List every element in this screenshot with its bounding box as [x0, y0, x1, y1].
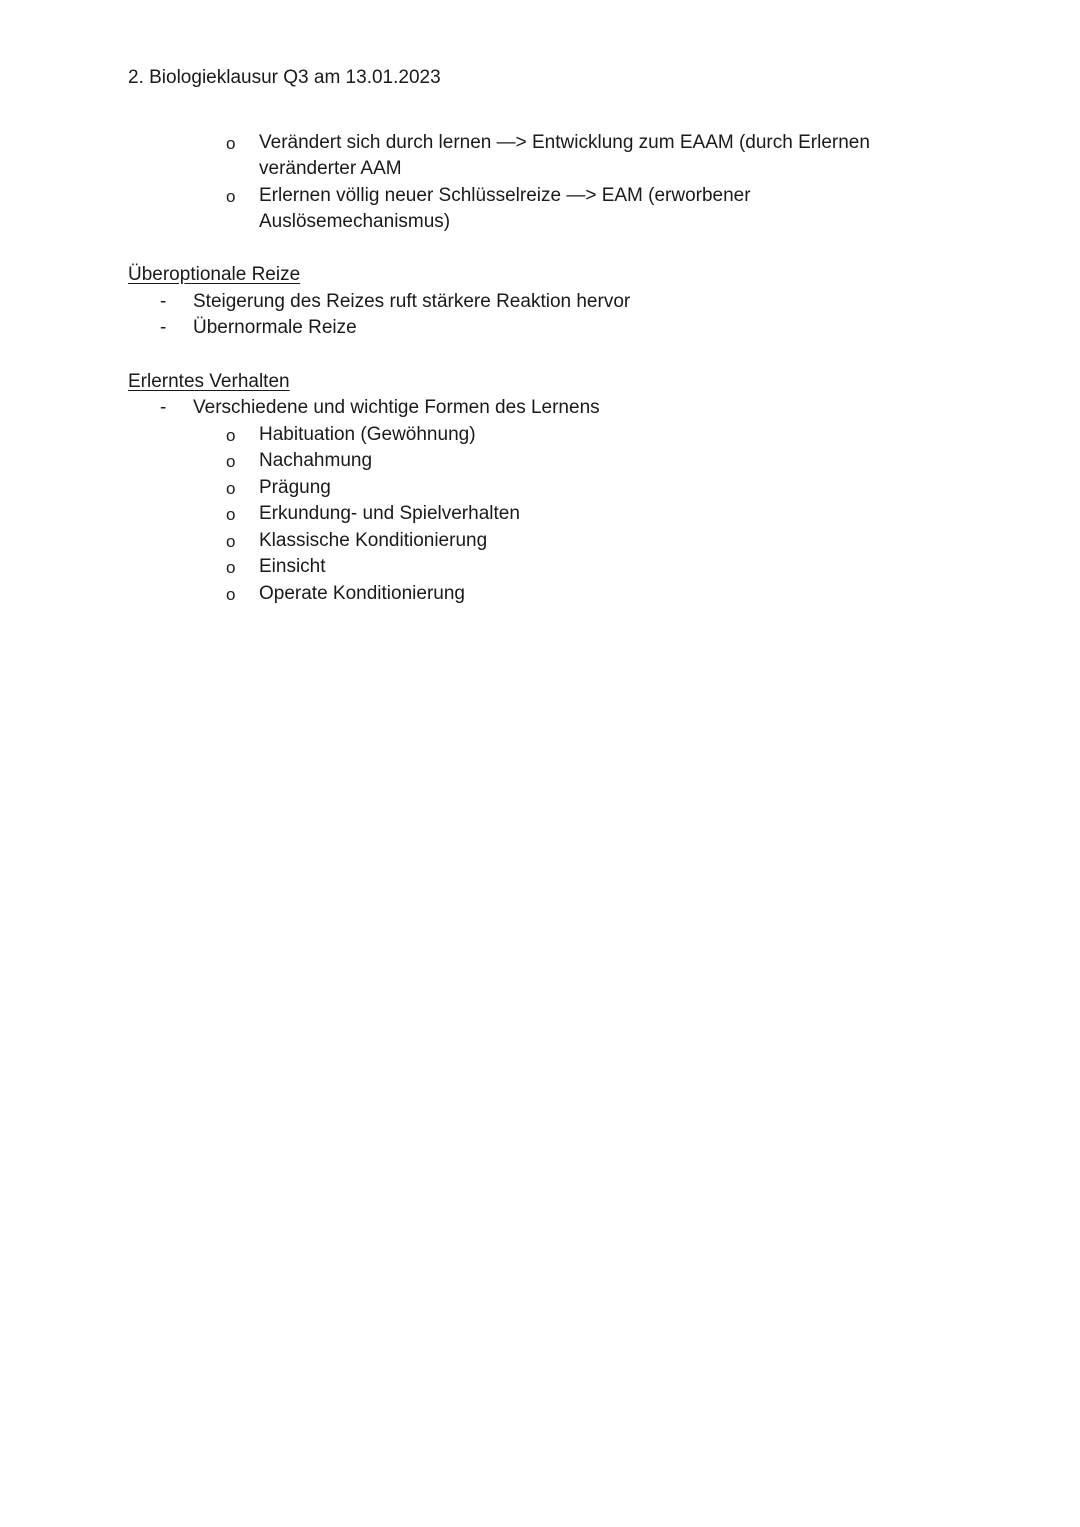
- list-item-text: Steigerung des Reizes ruft stärkere Reaktion hervor: [193, 291, 631, 312]
- list-bullet: -: [160, 317, 167, 338]
- section-heading: Erlerntes Verhalten: [128, 371, 290, 392]
- list-item-text: Übernormale Reize: [193, 317, 357, 338]
- section-heading: Überoptionale Reize: [128, 264, 301, 285]
- list-bullet: -: [160, 291, 167, 312]
- list-item-text-continued: veränderter AAM: [259, 158, 402, 179]
- list-item-text: Verändert sich durch lernen —> Entwicklung zum EAAM (durch Erlernen: [259, 132, 870, 153]
- list-bullet: o: [226, 452, 236, 471]
- list-item-text: Nachahmung: [259, 450, 373, 471]
- list-item-text: Prägung: [259, 477, 331, 498]
- list-bullet: o: [226, 134, 236, 153]
- list-item-text: Erlernen völlig neuer Schlüsselreize —> EAM (erworbener: [259, 185, 751, 206]
- list-bullet: o: [226, 426, 236, 445]
- list-item-text: Klassische Konditionierung: [259, 530, 488, 551]
- list-bullet: o: [226, 479, 236, 498]
- list-item-text: Einsicht: [259, 556, 326, 577]
- list-bullet: o: [226, 505, 236, 524]
- list-bullet: o: [226, 532, 236, 551]
- document-header: 2. Biologieklausur Q3 am 13.01.2023: [128, 67, 441, 88]
- list-item-text: Verschiedene und wichtige Formen des Lernens: [193, 397, 600, 418]
- list-bullet: -: [160, 397, 167, 418]
- list-bullet: o: [226, 187, 236, 206]
- list-item-text: Operate Konditionierung: [259, 583, 465, 604]
- list-bullet: o: [226, 558, 236, 577]
- list-bullet: o: [226, 585, 236, 604]
- list-item-text-continued: Auslösemechanismus): [259, 211, 451, 232]
- list-item-text: Erkundung- und Spielverhalten: [259, 503, 520, 524]
- list-item-text: Habituation (Gewöhnung): [259, 424, 476, 445]
